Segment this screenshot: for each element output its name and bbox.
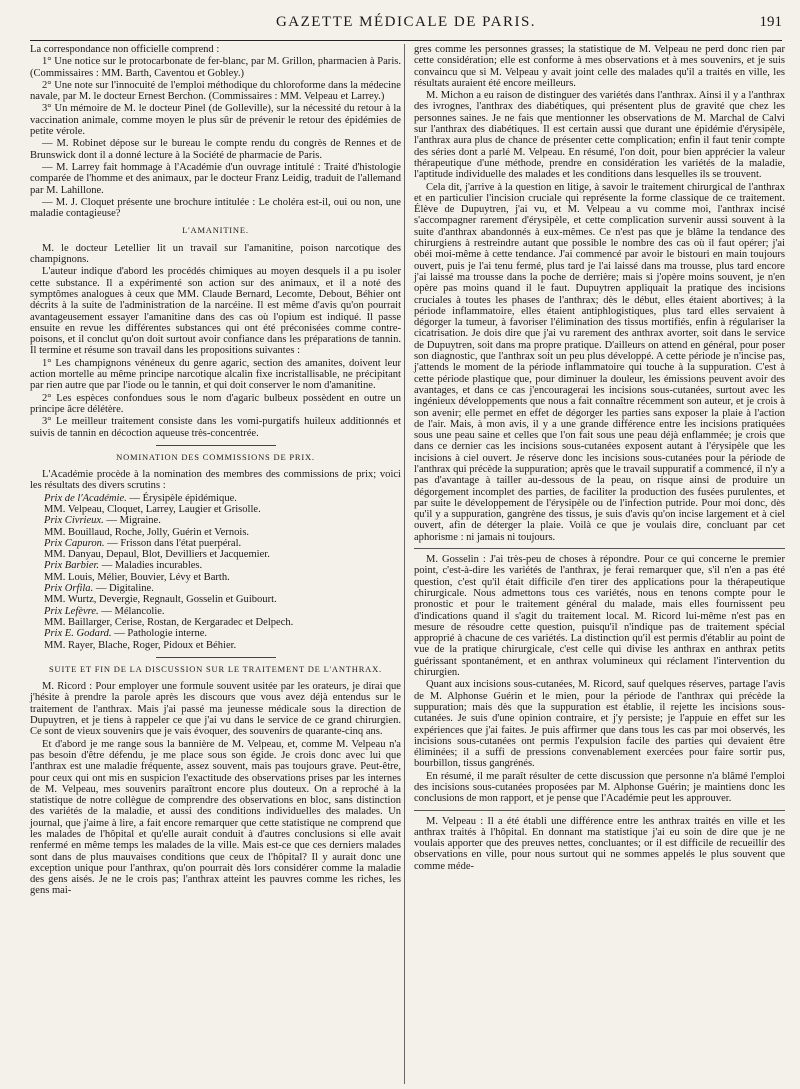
amanitine-paragraph: M. le docteur Letellier lit un travail sur l'amanitine, poison narcotique des champignons.	[30, 242, 401, 266]
larrey-paragraph: — M. Larrey fait hommage à l'Académie d'un ouvrage intitulé : Traité d'histologie comparée de l'homme et des animaux, par le docteur Franz Leidig, traduit de l'allemand par M. Lahillone.	[30, 161, 401, 196]
prix-members: MM. Velpeau, Cloquet, Larrey, Laugier et Grisolle.	[44, 503, 261, 515]
prix-entry: Prix Lefèvre. — Mélancolie.	[44, 605, 165, 617]
prix-members: MM. Bouillaud, Roche, Jolly, Guérin et Vernois.	[44, 526, 250, 538]
prix-members: MM. Rayer, Blache, Roger, Pidoux et Béhier.	[44, 639, 237, 651]
amanitine-proposition: 2° Les espèces confondues sous le nom d'agaric bulbeux possèdent en outre un principe âcre délétère.	[30, 392, 401, 415]
prix-entry: Prix Capuron. — Frisson dans l'état puerpéral.	[44, 537, 242, 549]
prix-members: MM. Danyau, Depaul, Blot, Devilliers et Jacquemier.	[44, 549, 270, 561]
journal-title: GAZETTE MÉDICALE DE PARIS.	[275, 14, 537, 30]
prix-entry: Prix de l'Académie. — Érysipèle épidémique.	[44, 492, 237, 504]
gosselin-paragraph: Quant aux incisions sous-cutanées, M. Ricord, sauf quelques réserves, partage l'avis de M. Alphonse Guérin et le mien, pour la période de l'anthrax qui précède la suppuration; mais dès que la suppuration est établie, il rejette les incisions sous-cutanées. Je suis d'une opinion contraire, et j'y persiste; je l'appuie en effet sur les expériences que j'ai faites. Je puis affirmer que dans tous les cas par moi observés, les incisions sous-cutanées ont permis l'expulsion facile des parties qui devaient être éliminées; il a suffi de pressions convenablement exercées pour faire sortir pus, bourbillon, tissus gangrénés.	[414, 679, 785, 770]
michon-paragraph: M. Michon a eu raison de distinguer des variétés dans l'anthrax. Ainsi il y a l'anthrax des ivrognes, l'anthrax des diabétiques, qui présentent plus de gravité que chez les personnes saines. Je ne fais que mentionner les observations de M. Marchal de Calvi sur l'anthrax des diabétiques. Il est certain aussi que durant une épidémie d'érysipèle, l'anthrax aura plus de chance de présenter cette complication; enfin il faut tenir compte des séries dont a parlé M. Velpeau. En résumé, l'on doit, pour bien apprécier la valeur thérapeutique d'une méthode, prendre en considération les variétés de la maladie, l'aptitude individuelle des malades et les conditions dans lesquelles ils se trouvent.	[414, 90, 785, 181]
amanitine-proposition: 3° Le meilleur traitement consiste dans les vomi-purgatifs huileux additionnés et suivis de tannin en décoction aqueuse très-concentrée.	[30, 416, 401, 439]
correspondence-intro: La correspondance non officielle comprend :	[30, 44, 220, 55]
velpeau-paragraph: M. Velpeau : Il a été établi une différence entre les anthrax traités en ville et les anthrax traités à l'hôpital. En donnant ma statistique j'ai eu soin de dire que je ne voulais apporter que des preuves nettes, concluantes; or il est difficile de recueillir des observations en ville, pour nous surtout qui ne sommes appelés le plus souvent que comme méde-	[414, 815, 785, 872]
prix-heading: NOMINATION DES COMMISSIONS DE PRIX.	[116, 451, 315, 462]
column-divider	[404, 44, 405, 1084]
page-number: 191	[759, 14, 782, 30]
prix-members: MM. Baillarger, Cerise, Rostan, de Kergaradec et Delpech.	[44, 616, 294, 628]
prix-members: MM. Wurtz, Devergie, Regnault, Gosselin et Guibourt.	[44, 594, 277, 606]
anthrax-heading: SUITE ET FIN DE LA DISCUSSION SUR LE TRAITEMENT DE L'ANTHRAX.	[49, 663, 382, 674]
prix-entry: Prix Civrieux. — Migraine.	[44, 515, 161, 527]
section-rule	[156, 445, 276, 446]
right-column	[414, 44, 785, 873]
page-header	[30, 14, 782, 41]
left-column	[30, 44, 401, 898]
gosselin-paragraph: M. Gosselin : J'ai très-peu de choses à répondre. Pour ce qui concerne le premier point, c'est-à-dire les variétés de l'anthrax, je ferai remarquer que, s'il n'en a pas été question, c'est qu'il était difficile d'en tirer des applications pour la thérapeutique chirurgicale. Nous admettons tous ces variétés, nous en tenons compte pour le pronostic et pour le traitement général du malade, mais elles fournissent peu d'indications quand il s'agit du traitement local. M. Ricord lui-même n'est pas en mesure de résoudre cette question, puisqu'il n'indique pas de traitement spécial approprié à chacune de ces variétés. La distinction qu'il est permis d'établir au point de vue de la pratique chirurgicale, c'est celle qui divise les anthrax en anthrax petits guérissant spontanément, et en anthrax volumineux qui réclament l'intervention du chirurgien.	[414, 554, 785, 679]
robinet-paragraph: — M. Robinet dépose sur le bureau le compte rendu du congrès de Rennes et de Brunswick dont il a donné lecture à la Société de pharmacie de Paris.	[30, 138, 401, 161]
prix-entry: Prix Barbier. — Maladies incurables.	[44, 560, 203, 572]
ricord-continuation: gres comme les personnes grasses; la statistique de M. Velpeau ne perd donc rien par cette considération; elle est conforme à mes observations et à mes souvenirs, et je suis convaincu que si M. Velpeau y avait joint celle des malades qu'il a traités en ville, les résultats auraient été encore meilleurs.	[414, 44, 785, 89]
correspondence-item: 3° Un mémoire de M. le docteur Pinel (de Golleville), sur la nécessité du retour à la vaccination animale, comme moyen le plus sûr de prévenir le retour des épidémies de petite vérole.	[30, 103, 401, 138]
speaker-rule	[414, 548, 785, 549]
prix-intro: L'Académie procède à la nomination des membres des commissions de prix; voici les résultats des divers scrutins :	[30, 469, 401, 492]
cloquet-paragraph: — M. J. Cloquet présente une brochure intitulée : Le choléra est-il, oui ou non, une maladie contagieuse?	[30, 196, 401, 220]
correspondence-item: 2° Une note sur l'innocuité de l'emploi méthodique du chloroforme dans la médecine navale, par M. le docteur Ernest Berchon. (Commissaires : MM. Velpeau et Larrey.)	[30, 79, 401, 103]
prix-list	[30, 493, 401, 651]
amanitine-proposition: 1° Les champignons vénéneux du genre agaric, section des amanites, doivent leur action mortelle au même principe narcotique alcalin fixe incristallisable, ne précipitant par rien autre que par l'iode ou le tannin, et qui doit conserver le nom d'amanitine.	[30, 357, 401, 392]
ricord-paragraph: M. Ricord : Pour employer une formule souvent usitée par les orateurs, je dirai que j'hésite à prendre la parole après les discours que vous avez déjà entendus sur le traitement de l'anthrax. Mais j'ai passé ma jeunesse médicale sous la direction de Dupuytren, et je tiens à rappeler ce que j'ai vu dans le service de ce grand chirurgien. Ce sont de vieux souvenirs que je vais évoquer, des souvenirs de quarante-cinq ans.	[30, 681, 401, 738]
correspondence-item: 1° Une notice sur le protocarbonate de fer-blanc, par M. Grillon, pharmacien à Paris. (Commissaires : MM. Barth, Caventou et Gobley.)	[30, 56, 401, 79]
surgical-treatment-paragraph: Cela dit, j'arrive à la question en litige, à savoir le traitement chirurgical de l'anthrax et en particulier l'incision cruciale qui représente la forme classique de ce traitement. Élève de Dupuytren, j'ai vu, et M. Velpeau a vu comme moi, l'anthrax incisé s'accompagner rarement d'érysipèle, et cette complication survenir aussi souvent à la suite d'anthrax abandonnés à eux-mêmes. Ce n'est pas que je blâme la tendance des chirurgiens à restreindre autant que possible le nombre des cas où il faut opérer; j'ai obéi moi-même à cette tendance. J'ai commencé par avoir le bistouri en main toujours ouvert, puis je l'ai tenu fermé, plus tard je l'ai laissé dans ma trousse, plus tard encore j'ai laissé ma trousse dans la poche de derrière; mais si j'opère moins souvent, je n'en opère pas moins quand il le faut. Dupuytren appliquait la pratique des incisions cruciales à toutes les phases de l'anthrax; dès le début, elles étaient abortives; à la période inflammatoire, elles étaient antiphlogistiques, plus tard elles servaient à dégorger la tumeur, à favoriser l'élimination des tissus mortifiés, enfin à régulariser la cicatrisation. Je dois dire que j'ai vu rarement des anthrax avorter, soit dans le service de Dupuytren, soit dans ma propre pratique. D'ailleurs on attend en général, pour poser son diagnostic, que l'anthrax soit un peu plus développé. A cette période je n'incise pas, j'attends le moment de la période inflammatoire qui touche à la suppuration. C'est à cette période plastique que, pour diminuer la douleur, les émissions peuvent avoir des avantages, et dans ce cas j'encouragerai les incisions sous-cutanées, surtout avec les ingénieux développements que nous a fait connaître récemment son auteur, et je crois à son avenir; elle permet en effet de dégorger les parties sans exposer la plaie à l'action de l'air. Mais, à mon avis, il y a une grande différence entre les incisions pratiquées sous une peau saine et celles que l'on fait sous une peau déjà enflammée; je crois que dans ce dernier cas les incisions sous-cutanées exposent autant à l'érysipèle que les incisions à ciel ouvert. Je réserve donc les incisions sous-cutanées pour la période de l'anthrax qui précède la suppuration; après que le travail suppuratif a commencé, il n'y a pas d'avantage à tailler au-dessous de la peau, on risque ainsi de produire un dégorgement incomplet des parties, de faciliter la production des fusées purulentes, et par suite le développement de l'érysipèle ou de l'infection putride. Pour moi donc, dès qu'il y a suppuration, gangrène des tissus, je suis d'avis qu'on incise largement et à ciel ouvert, afin de déterger la plaie. Voilà ce que je voulais dire, concluant par cet aphorisme : ni jamais ni toujours.	[414, 181, 785, 543]
amanitine-heading: L'AMANITINE.	[182, 225, 249, 236]
section-rule	[156, 657, 276, 658]
prix-entry: Prix Orfila. — Digitaline.	[44, 583, 154, 595]
prix-members: MM. Louis, Mélier, Bouvier, Lévy et Barth.	[44, 571, 230, 583]
gosselin-paragraph: En résumé, il me paraît résulter de cette discussion que personne n'a blâmé l'emploi des incisions sous-cutanées proposées par M. Alphonse Guérin; je maintiens donc les conclusions de mon rapport, et je pense que l'Académie peut les approuver.	[414, 770, 785, 805]
ricord-paragraph: Et d'abord je me range sous la bannière de M. Velpeau, et, comme M. Velpeau n'a pas besoin d'être défendu, je me place sous son égide. Je crois donc avec lui que l'anthrax est une maladie fréquente, assez souvent, mais pas toujours grave. Peut-être, pour ceux qui ont mis en suspicion l'exactitude des observations prises par les internes de M. Velpeau, mes souvenirs paraîtront encore plus douteux. On a reproché à la statistique de notre collègue de comprendre des observations en bloc, sans distinction des variétés de la maladie, et aussi des conditions individuelles des malades. Un journal, que j'aime à lire, a fait encore remarquer que cette statistique ne comprend que les malades de l'hôpital et qu'elle aurait conduit à d'autres conclusions si elle avait renfermé en même temps les malades de la ville. Mais est-ce que ces derniers malades sont dans de plus mauvaises conditions que ceux de l'hôpital? Il y aurait donc une exception unique pour l'anthrax, qu'on pourrait dès lors considérer comme la maladie des gens aisés. Je ne le crois pas; l'anthrax atteint les pauvres comme les riches, les gens mai-	[30, 738, 401, 897]
amanitine-paragraph: L'auteur indique d'abord les procédés chimiques au moyen desquels il a pu isoler cette substance. Il a expérimenté son action sur des animaux, et il a noté des symptômes analogues à ceux que MM. Claude Bernard, Lecomte, Debout, Béhier ont décrits à la suite de l'administration de la narcéine. Il est même d'avis qu'on pourrait avantageusement essayer l'amanitine dans des cas où l'opium est indiqué. Il passe ensuite en revue les différentes substances qui ont été préconisées comme contre-poisons, et il conclut qu'on doit surtout avoir confiance dans les préparations de tannin. Il termine et résume son travail dans les propositions suivantes :	[30, 266, 401, 357]
prix-entry: Prix E. Godard. — Pathologie interne.	[44, 628, 208, 640]
speaker-rule	[414, 810, 785, 811]
